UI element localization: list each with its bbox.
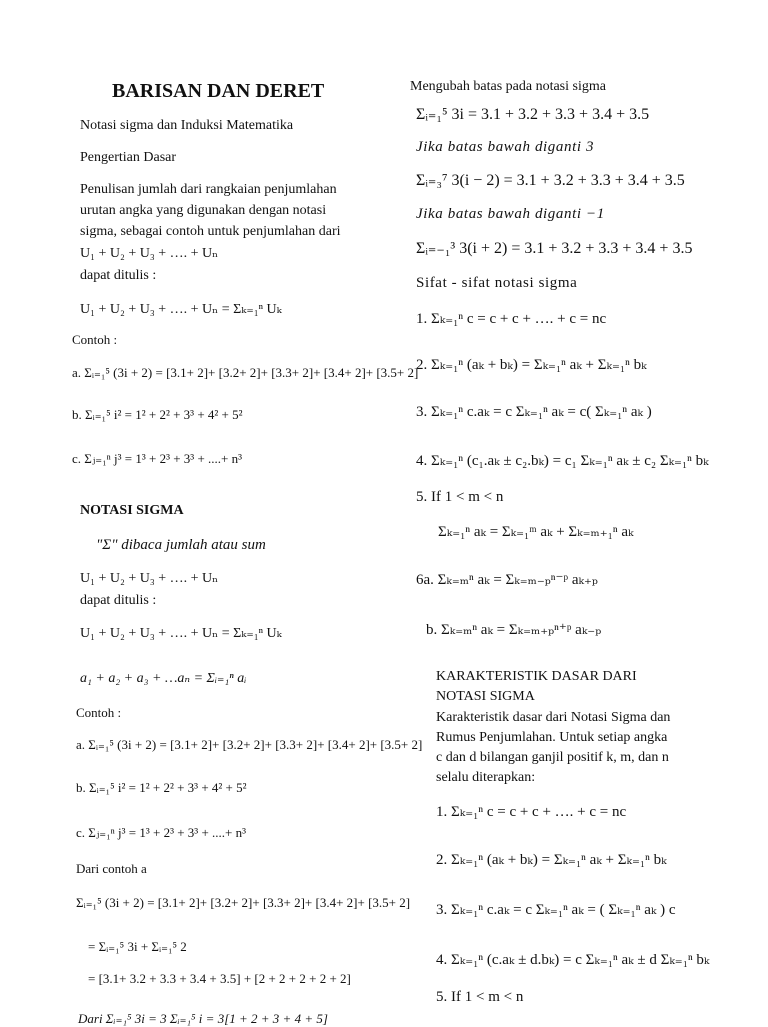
formula: 3. Σₖ₌₁ⁿ c.aₖ = c Σₖ₌₁ⁿ aₖ = ( Σₖ₌₁ⁿ aₖ ) c [436, 902, 676, 918]
paragraph-line: sigma, sebagai contoh untuk penjumlahan dari [80, 224, 341, 239]
formula: 2. Σₖ₌₁ⁿ (aₖ + bₖ) = Σₖ₌₁ⁿ aₖ + Σₖ₌₁ⁿ bₖ [416, 357, 647, 373]
formula: 1. Σₖ₌₁ⁿ c = c + c + …. + c = nc [436, 804, 627, 820]
paragraph-line: Penulisan jumlah dari rangkaian penjumlahan [80, 182, 337, 197]
formula: a. Σᵢ₌₁⁵ (3i + 2) = [3.1+ 2]+ [3.2+ 2]+ [3.3+ 2]+ [3.4+ 2]+ [3.5+ 2] [72, 365, 419, 380]
formula: Σᵢ₌₋₁³ 3(i + 2) = 3.1 + 3.2 + 3.3 + 3.4 + 3.5 [416, 240, 693, 257]
formula: U₁ + U₂ + U₃ + …. + Uₙ = Σₖ₌₁ⁿ Uₖ [80, 626, 282, 641]
formula: Σᵢ₌₁⁵ 3i = 3.1 + 3.2 + 3.3 + 3.4 + 3.5 [416, 106, 650, 123]
section-heading: KARAKTERISTIK DASAR DARI [436, 669, 637, 684]
paragraph-line: c dan d bilangan ganjil positif k, m, dan n [436, 750, 669, 765]
formula: 3. Σₖ₌₁ⁿ c.aₖ = c Σₖ₌₁ⁿ aₖ = c( Σₖ₌₁ⁿ aₖ ) [416, 404, 652, 420]
formula: 4. Σₖ₌₁ⁿ (c₁.aₖ ± c₂.bₖ) = c₁ Σₖ₌₁ⁿ aₖ ± c₂ Σₖ₌₁ⁿ bₖ [416, 453, 709, 469]
formula: U₁ + U₂ + U₃ + …. + Uₙ = Σₖ₌₁ⁿ Uₖ [80, 302, 282, 317]
section-heading: Sifat - sifat notasi sigma [416, 275, 578, 291]
formula: b. Σₖ₌ₘⁿ aₖ = Σₖ₌ₘ₊ₚⁿ⁺ᵖ aₖ₋ₚ [426, 622, 602, 638]
paragraph-line: Karakteristik dasar dari Notasi Sigma dan [436, 710, 671, 725]
formula: Dari Σᵢ₌₁⁵ 3i = 3 Σᵢ₌₁⁵ i = 3[1 + 2 + 3 + 4 + 5] [78, 1011, 328, 1026]
formula: 4. Σₖ₌₁ⁿ (c.aₖ ± d.bₖ) = c Σₖ₌₁ⁿ aₖ ± d Σₖ₌₁ⁿ bₖ [436, 952, 710, 968]
formula: b. Σᵢ₌₁⁵ i² = 1² + 2² + 3³ + 4² + 5² [72, 407, 243, 422]
text-line: dapat ditulis : [80, 593, 157, 608]
formula: b. Σᵢ₌₁⁵ i² = 1² + 2² + 3³ + 4² + 5² [76, 780, 247, 795]
formula: 5. If 1 < m < n [436, 989, 524, 1005]
text-line: "Σ" dibaca jumlah atau sum [96, 537, 266, 553]
formula: a₁ + a₂ + a₃ + …aₙ = Σᵢ₌₁ⁿ aᵢ [80, 671, 247, 686]
formula: U₁ + U₂ + U₃ + …. + Uₙ [80, 246, 219, 261]
section-heading: Pengertian Dasar [80, 150, 177, 165]
formula: = Σᵢ₌₁⁵ 3i + Σᵢ₌₁⁵ 2 [88, 939, 187, 954]
example-label: Contoh : [72, 332, 118, 347]
formula: = [3.1+ 3.2 + 3.3 + 3.4 + 3.5] + [2 + 2 + 2 + 2 + 2] [88, 971, 351, 986]
formula: 6a. Σₖ₌ₘⁿ aₖ = Σₖ₌ₘ₋ₚⁿ⁻ᵖ aₖ₊ₚ [416, 572, 598, 588]
formula: 1. Σₖ₌₁ⁿ c = c + c + …. + c = nc [416, 311, 607, 327]
paragraph-line: Rumus Penjumlahan. Untuk setiap angka [436, 730, 668, 745]
paragraph-line: urutan angka yang digunakan dengan notasi [80, 203, 327, 218]
formula: c. Σⱼ₌₁ⁿ j³ = 1³ + 2³ + 3³ + ....+ n³ [72, 451, 243, 466]
paragraph-line: selalu diterapkan: [436, 770, 536, 785]
formula: Σₖ₌₁ⁿ aₖ = Σₖ₌₁ᵐ aₖ + Σₖ₌ₘ₊₁ⁿ aₖ [438, 524, 634, 540]
text-line: Dari contoh a [76, 861, 147, 876]
text-line: Mengubah batas pada notasi sigma [410, 79, 606, 94]
formula: U₁ + U₂ + U₃ + …. + Uₙ [80, 571, 219, 586]
subtitle: Notasi sigma dan Induksi Matematika [80, 118, 294, 133]
example-label: Contoh : [76, 705, 122, 720]
formula: a. Σᵢ₌₁⁵ (3i + 2) = [3.1+ 2]+ [3.2+ 2]+ [3.3+ 2]+ [3.4+ 2]+ [3.5+ 2] [76, 737, 423, 752]
text-line: Jika batas bawah diganti −1 [416, 206, 605, 222]
section-heading: NOTASI SIGMA [436, 689, 535, 704]
formula: 2. Σₖ₌₁ⁿ (aₖ + bₖ) = Σₖ₌₁ⁿ aₖ + Σₖ₌₁ⁿ bₖ [436, 852, 667, 868]
text-line: dapat ditulis : [80, 268, 157, 283]
formula: Σᵢ₌₁⁵ (3i + 2) = [3.1+ 2]+ [3.2+ 2]+ [3.3+ 2]+ [3.4+ 2]+ [3.5+ 2] [76, 895, 411, 910]
formula: c. Σⱼ₌₁ⁿ j³ = 1³ + 2³ + 3³ + ....+ n³ [76, 825, 247, 840]
section-heading: NOTASI SIGMA [80, 503, 184, 518]
formula: Σᵢ₌₃⁷ 3(i − 2) = 3.1 + 3.2 + 3.3 + 3.4 + 3.5 [416, 172, 685, 189]
formula: 5. If 1 < m < n [416, 489, 504, 505]
page-title: BARISAN DAN DERET [112, 80, 325, 102]
text-line: Jika batas bawah diganti 3 [416, 139, 595, 155]
